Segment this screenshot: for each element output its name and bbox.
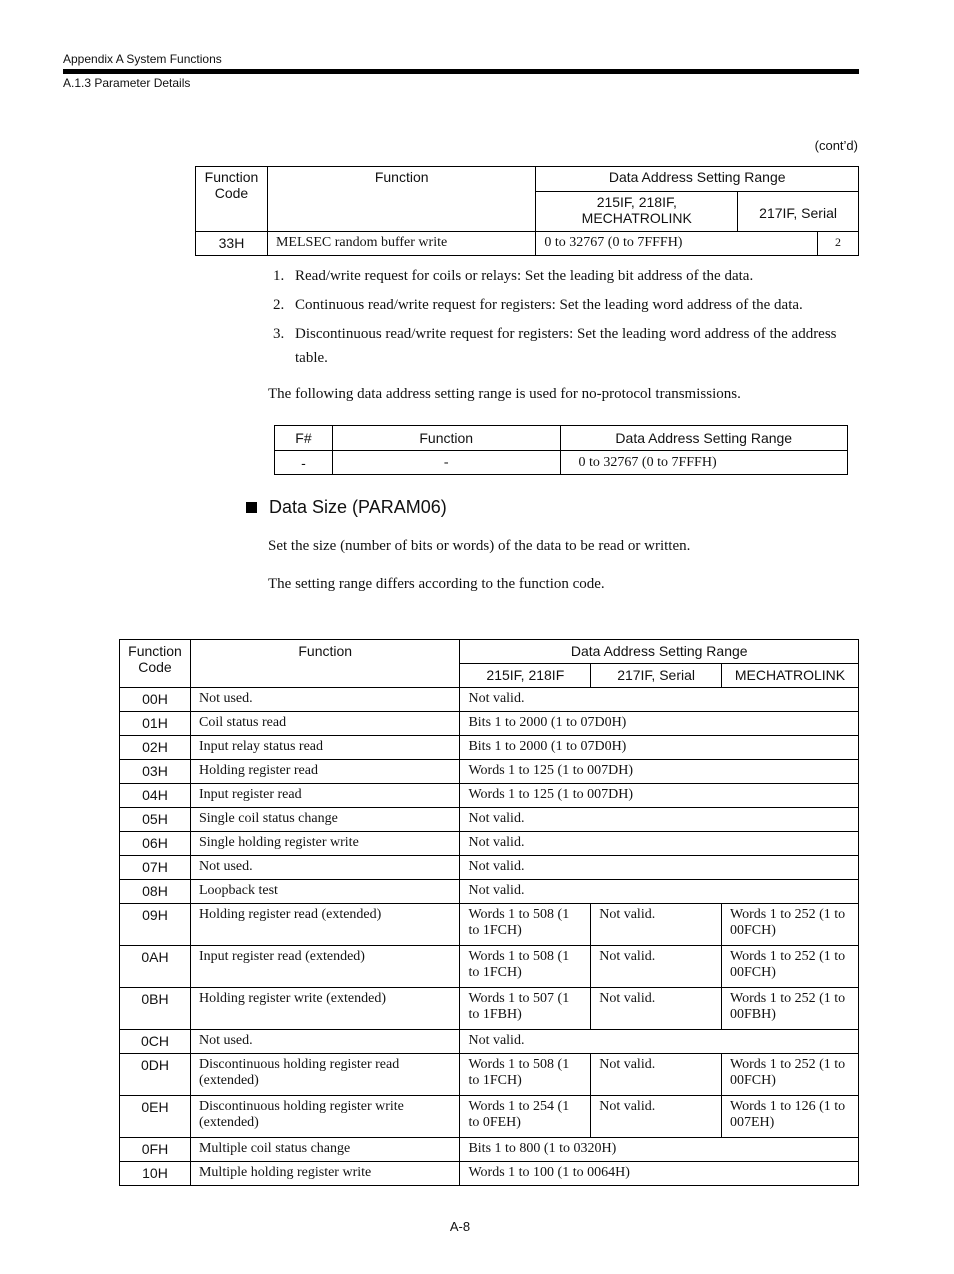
list-item <box>273 264 853 288</box>
cell-range: 0 to 32767 (0 to 7FFFH) <box>560 451 847 475</box>
cell-function: Not used. <box>190 856 459 880</box>
cell-code: 06H <box>120 832 191 856</box>
header-range: Data Address Setting Range <box>560 426 847 451</box>
table-row <box>120 856 859 880</box>
header-range: Data Address Setting Range <box>460 640 859 664</box>
paragraph-no-protocol: The following data address setting range is used for no-protocol transmissions. <box>268 386 741 402</box>
table-row <box>120 1162 859 1186</box>
header-sub-217if: 217IF, Serial <box>591 664 722 688</box>
cell-code: 0CH <box>120 1030 191 1054</box>
no-protocol-table <box>274 425 848 475</box>
cell-range: Not valid. <box>460 832 859 856</box>
paragraph-data-size: Set the size (number of bits or words) of the data to be read or written. <box>268 538 691 554</box>
header-sub-mechatrolink: MECHATROLINK <box>721 664 858 688</box>
cell-code: 0BH <box>120 988 191 1030</box>
cell-function: Multiple coil status change <box>190 1138 459 1162</box>
continued-label: (cont’d) <box>814 138 858 153</box>
cell-217if: Not valid. <box>591 1054 722 1096</box>
table-row <box>120 808 859 832</box>
cell-code: 00H <box>120 688 191 712</box>
table-row <box>120 760 859 784</box>
cell-code: 01H <box>120 712 191 736</box>
table-row <box>120 688 859 712</box>
cell-function: Holding register read <box>190 760 459 784</box>
header-function: Function <box>190 640 459 688</box>
cell-range: Bits 1 to 2000 (1 to 07D0H) <box>460 736 859 760</box>
cell-function: - <box>332 451 560 475</box>
cell-range: Words 1 to 125 (1 to 007DH) <box>460 784 859 808</box>
cell-code: 09H <box>120 904 191 946</box>
cell-function: Holding register read (extended) <box>190 904 459 946</box>
table-row <box>120 712 859 736</box>
table-row <box>120 832 859 856</box>
square-bullet-icon <box>246 502 257 513</box>
header-rule <box>63 69 859 74</box>
cell-function: Loopback test <box>190 880 459 904</box>
table-row <box>120 988 859 1030</box>
cell-mechatrolink: Words 1 to 126 (1 to 007EH) <box>721 1096 858 1138</box>
cell-215if: Words 1 to 508 (1 to 1FCH) <box>460 904 591 946</box>
cell-mechatrolink: Words 1 to 252 (1 to 00FCH) <box>721 1054 858 1096</box>
cell-function: Input register read <box>190 784 459 808</box>
cell-mechatrolink: Words 1 to 252 (1 to 00FCH) <box>721 946 858 988</box>
running-header-chapter: Appendix A System Functions <box>63 52 222 66</box>
note-number: 1. <box>273 268 285 284</box>
cell-215if: Words 1 to 254 (1 to 0FEH) <box>460 1096 591 1138</box>
cell-note: 2 <box>817 232 858 256</box>
list-item <box>273 322 853 370</box>
cell-range: Bits 1 to 2000 (1 to 07D0H) <box>460 712 859 736</box>
table-row <box>275 451 848 475</box>
note-number: 3. <box>273 326 285 342</box>
cell-215if: Words 1 to 508 (1 to 1FCH) <box>460 946 591 988</box>
cell-function: Single coil status change <box>190 808 459 832</box>
cell-code: 05H <box>120 808 191 832</box>
cell-range: Bits 1 to 800 (1 to 0320H) <box>460 1138 859 1162</box>
cell-217if: Not valid. <box>591 904 722 946</box>
section-heading <box>246 497 447 518</box>
table-row <box>120 1096 859 1138</box>
cell-function: MELSEC random buffer write <box>267 232 535 256</box>
table-row <box>120 1030 859 1054</box>
data-size-table <box>119 639 859 1186</box>
table-row <box>120 1138 859 1162</box>
cell-217if: Not valid. <box>591 1096 722 1138</box>
table-row <box>196 232 859 256</box>
cell-function: Multiple holding register write <box>190 1162 459 1186</box>
header-sub-217if: 217IF, Serial <box>738 192 859 232</box>
cell-function: Coil status read <box>190 712 459 736</box>
cell-code: 0EH <box>120 1096 191 1138</box>
cell-215if: Words 1 to 507 (1 to 1FBH) <box>460 988 591 1030</box>
function-code-table-continued <box>195 166 859 256</box>
table-row <box>120 880 859 904</box>
cell-code: 03H <box>120 760 191 784</box>
cell-code: 02H <box>120 736 191 760</box>
header-function: Function <box>332 426 560 451</box>
cell-function: Not used. <box>190 1030 459 1054</box>
cell-code: 04H <box>120 784 191 808</box>
header-range: Data Address Setting Range <box>536 167 859 192</box>
paragraph-setting-range: The setting range differs according to the function code. <box>268 576 605 592</box>
header-function: Function <box>267 167 535 232</box>
cell-215if: Words 1 to 508 (1 to 1FCH) <box>460 1054 591 1096</box>
note-text: Read/write request for coils or relays: Set the leading bit address of the data. <box>295 268 754 284</box>
cell-range: Not valid. <box>460 880 859 904</box>
cell-mechatrolink: Words 1 to 252 (1 to 00FBH) <box>721 988 858 1030</box>
table-row <box>120 946 859 988</box>
cell-range: Not valid. <box>460 688 859 712</box>
page-number: A-8 <box>449 1219 471 1234</box>
cell-code: 07H <box>120 856 191 880</box>
cell-mechatrolink: Words 1 to 252 (1 to 00FCH) <box>721 904 858 946</box>
header-f: F# <box>275 426 333 451</box>
cell-code: 0DH <box>120 1054 191 1096</box>
cell-function: Discontinuous holding register write (extended) <box>190 1096 459 1138</box>
cell-function: Input register read (extended) <box>190 946 459 988</box>
cell-217if: Not valid. <box>591 946 722 988</box>
table-row <box>120 904 859 946</box>
cell-range: Not valid. <box>460 1030 859 1054</box>
cell-code: 0FH <box>120 1138 191 1162</box>
header-sub-215if: 215IF, 218IF, MECHATROLINK <box>536 192 738 232</box>
running-header-section: A.1.3 Parameter Details <box>63 76 191 90</box>
cell-function: Single holding register write <box>190 832 459 856</box>
header-sub-215if: 215IF, 218IF <box>460 664 591 688</box>
note-text: Discontinuous read/write request for registers: Set the leading word address of the address table. <box>295 326 837 366</box>
note-text: Continuous read/write request for registers: Set the leading word address of the data. <box>295 297 803 313</box>
cell-code: 33H <box>196 232 268 256</box>
cell-f: - <box>275 451 333 475</box>
notes-list <box>273 264 853 375</box>
table-row <box>120 1054 859 1096</box>
cell-range: Words 1 to 100 (1 to 0064H) <box>460 1162 859 1186</box>
cell-function: Holding register write (extended) <box>190 988 459 1030</box>
cell-function: Not used. <box>190 688 459 712</box>
cell-code: 10H <box>120 1162 191 1186</box>
table-row <box>120 736 859 760</box>
note-number: 2. <box>273 297 285 313</box>
cell-range: 0 to 32767 (0 to 7FFFH) <box>536 232 818 256</box>
header-function-code: Function Code <box>196 167 268 232</box>
cell-range: Not valid. <box>460 856 859 880</box>
list-item <box>273 293 853 317</box>
section-title: Data Size (PARAM06) <box>269 497 447 517</box>
cell-function: Input relay status read <box>190 736 459 760</box>
cell-code: 08H <box>120 880 191 904</box>
table-row <box>120 784 859 808</box>
cell-range: Not valid. <box>460 808 859 832</box>
cell-range: Words 1 to 125 (1 to 007DH) <box>460 760 859 784</box>
cell-code: 0AH <box>120 946 191 988</box>
header-function-code: Function Code <box>120 640 191 688</box>
cell-function: Discontinuous holding register read (extended) <box>190 1054 459 1096</box>
cell-217if: Not valid. <box>591 988 722 1030</box>
